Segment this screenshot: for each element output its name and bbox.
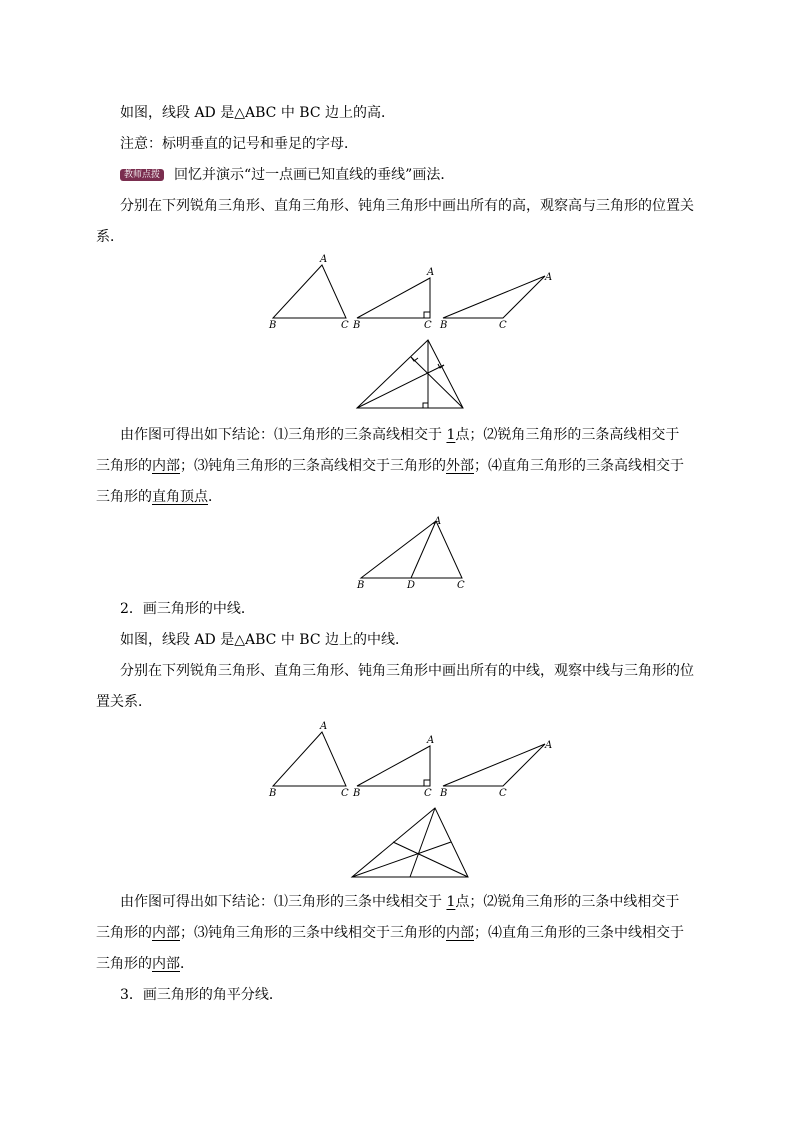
vertex-label: B xyxy=(440,320,448,331)
acute-triangle-figure-2 xyxy=(268,721,349,799)
vertex-label: A xyxy=(320,254,328,265)
paragraph-note: 注意：标明垂直的记号和垂足的字母． xyxy=(120,136,358,152)
paragraph-median-task-line2: 置关系． xyxy=(96,694,152,710)
teacher-tip-badge: 教师点拨 xyxy=(120,169,164,181)
vertex-label: B xyxy=(269,320,277,331)
altitude-conclusion-line2: 三角形的内部；⑶钝角三角形的三条高线相交于三角形的外部；⑷直角三角形的三条高线相交于 xyxy=(96,458,684,474)
obtuse-triangle-figure-2 xyxy=(439,740,552,799)
section-2-title: 2．画三角形的中线． xyxy=(120,601,255,617)
altitude-conclusion-line3: 三角形的直角顶点． xyxy=(96,489,222,505)
paragraph-altitude-task-line2: 系． xyxy=(96,229,124,245)
vertex-label: C xyxy=(424,320,432,331)
paragraph-altitude-def: 如图，线段 AD 是△ABC 中 BC 边上的高． xyxy=(120,105,395,121)
acute-triangle-figure-1 xyxy=(268,254,349,331)
median-conclusion-line3: 三角形的内部． xyxy=(96,956,194,972)
vertex-label: A xyxy=(545,740,553,751)
altitude-conclusion-line1: 由作图可得出如下结论：⑴三角形的三条高线相交于 1点；⑵锐角三角形的三条高线相交于 xyxy=(120,427,680,443)
vertex-label: B xyxy=(269,788,277,799)
obtuse-triangle-figure-1 xyxy=(439,272,552,331)
median-conclusion-line1: 由作图可得出如下结论：⑴三角形的三条中线相交于 1点；⑵锐角三角形的三条中线相交于 xyxy=(120,894,680,910)
altitudes-construction-figure xyxy=(357,340,463,408)
teacher-tip-text: 回忆并演示“过一点画已知直线的垂线”画法． xyxy=(174,167,455,183)
answer-blank: 内部 xyxy=(446,925,474,941)
vertex-label: C xyxy=(424,788,432,799)
vertex-label: A xyxy=(545,272,553,283)
answer-blank: 1 xyxy=(446,427,456,443)
answer-blank: 外部 xyxy=(446,458,474,474)
right-triangle-figure-2 xyxy=(352,735,434,799)
paragraph-median-task-line1: 分别在下列锐角三角形、直角三角形、钝角三角形中画出所有的中线，观察中线与三角形的位 xyxy=(120,663,694,679)
answer-blank: 内部 xyxy=(152,956,180,972)
vertex-label: B xyxy=(353,788,361,799)
vertex-label: C xyxy=(499,788,507,799)
vertex-label: C xyxy=(341,788,349,799)
median-definition-figure xyxy=(356,516,465,591)
vertex-label: A xyxy=(427,735,435,746)
vertex-label: B xyxy=(353,320,361,331)
paragraph-altitude-task-line1: 分别在下列锐角三角形、直角三角形、钝角三角形中画出所有的高，观察高与三角形的位置关 xyxy=(120,198,694,214)
answer-blank: 内部 xyxy=(152,458,180,474)
section-3-title: 3．画三角形的角平分线． xyxy=(120,987,283,1003)
right-triangle-figure-1 xyxy=(352,267,434,331)
vertex-label: B xyxy=(440,788,448,799)
answer-blank: 内部 xyxy=(152,925,180,941)
vertex-label: C xyxy=(499,320,507,331)
vertex-label: D xyxy=(407,580,416,591)
vertex-label: A xyxy=(427,267,435,278)
answer-blank: 直角顶点 xyxy=(152,489,208,505)
vertex-label: C xyxy=(341,320,349,331)
vertex-label: A xyxy=(320,721,328,732)
vertex-label: A xyxy=(434,516,442,527)
medians-construction-figure xyxy=(352,808,468,877)
median-conclusion-line2: 三角形的内部；⑶钝角三角形的三条中线相交于三角形的内部；⑷直角三角形的三条中线相交于 xyxy=(96,925,684,941)
vertex-label: C xyxy=(457,580,465,591)
answer-blank: 1 xyxy=(446,894,456,910)
paragraph-median-def: 如图，线段 AD 是△ABC 中 BC 边上的中线． xyxy=(120,632,409,648)
vertex-label: B xyxy=(357,580,365,591)
